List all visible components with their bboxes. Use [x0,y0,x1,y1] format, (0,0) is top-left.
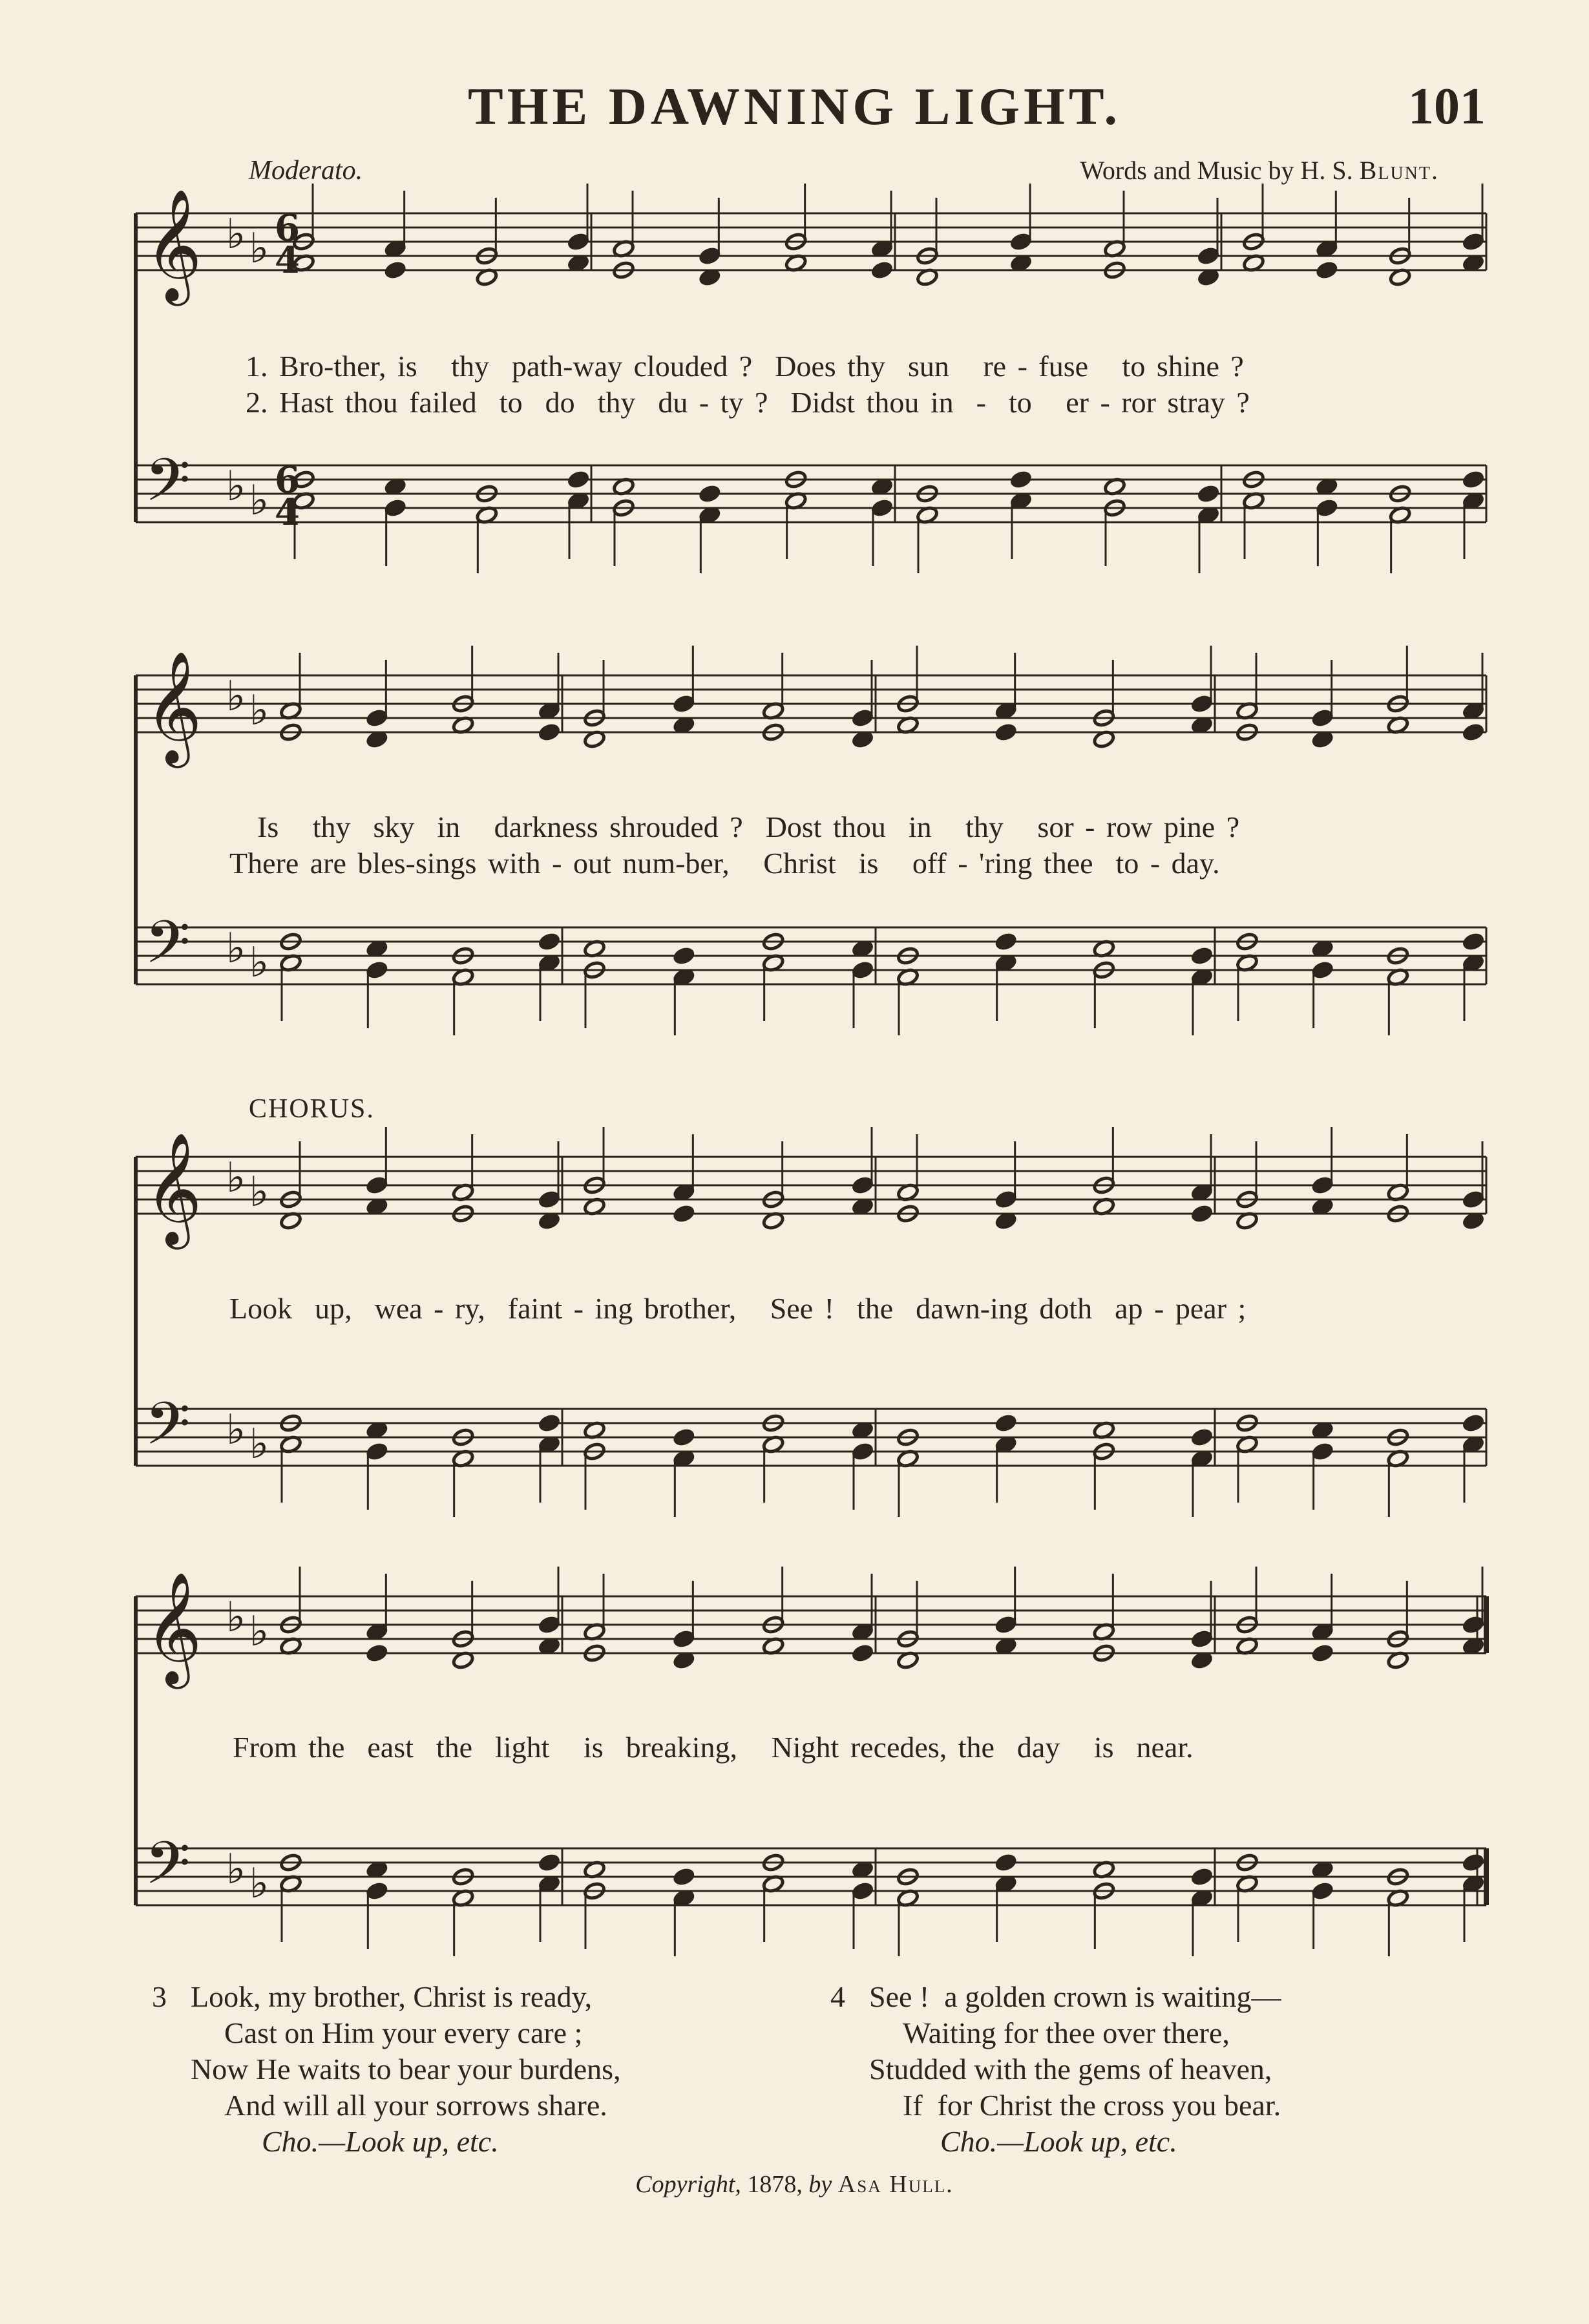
credit-prefix: Words and Music by H. S. [1080,156,1353,185]
credit-author: Blunt. [1359,156,1439,185]
verse-number: 4 [830,1980,845,2013]
treble-clef-icon: 𝄞 [145,1572,202,1684]
treble-clef-icon: 𝄞 [145,189,202,301]
bass-staff [136,1848,1486,1956]
bass-clef-icon: 𝄢 [145,908,191,991]
flat-icon: ♭ [249,477,269,525]
flat-icon: ♭ [226,925,246,973]
lyric-line-1-2: 2. Hast thou failed to do thy du - ty ? Didst thou in - to er - ror stray ? [246,386,1250,419]
flat-icon: ♭ [249,1860,269,1908]
lyric-line-2-1: Is thy sky in darkness shrouded ? Dost thou in thy sor - row pine ? [257,810,1240,843]
copyright-by: by [808,2171,832,2198]
flat-icon: ♭ [226,1594,246,1642]
flat-icon: ♭ [226,211,246,259]
verse-line: Look, my brother, Christ is ready, [191,1980,593,2013]
verse-line: See ! a golden crown is waiting— [869,1980,1281,2013]
verse-line: If for Christ the cross you bear. [903,2089,1281,2122]
flat-icon: ♭ [249,1168,269,1216]
flat-icon: ♭ [249,687,269,735]
verse-line: Now He waits to bear your burdens, [191,2053,621,2086]
flat-icon: ♭ [226,1406,246,1454]
copyright-prefix: Copyright, [635,2171,741,2198]
chorus-label: CHORUS. [249,1094,375,1124]
svg-text:4: 4 [275,239,300,282]
flat-icon: ♭ [249,1608,269,1656]
hymn-title: THE DAWNING LIGHT. [468,77,1121,136]
verse-number: 3 [152,1980,167,2013]
bass-clef-icon: 𝄢 [145,446,191,529]
verse-line: And will all your sorrows share. [224,2089,607,2122]
svg-text:6: 6 [275,207,300,249]
page-number: 101 [1408,78,1486,135]
verse-3 [152,1979,621,2160]
copyright-notice [0,2170,1589,2199]
flat-icon: ♭ [249,1421,269,1468]
lyric-line-1-1: 1. Bro-ther, is thy path-way clouded ? Does thy sun re - fuse to shine ? [246,350,1244,383]
verse-line: Studded with the gems of heaven, [869,2053,1272,2086]
verse-line: Cast on Him your every care ; [224,2016,583,2049]
verse-line: Cho.—Look up, etc. [940,2125,1177,2158]
tempo-marking: Moderato. [249,156,363,185]
svg-text:4: 4 [275,491,300,534]
flat-icon: ♭ [249,225,269,273]
flat-icon: ♭ [226,463,246,511]
flat-icon: ♭ [249,939,269,987]
treble-clef-icon: 𝄞 [145,1132,202,1245]
flat-icon: ♭ [226,673,246,721]
lyric-line-4-1: From the east the light is breaking, Night recedes, the day is near. [233,1731,1194,1764]
treble-clef-icon: 𝄞 [145,651,202,763]
svg-text:6: 6 [275,459,300,502]
bass-clef-icon: 𝄢 [145,1829,191,1912]
lyric-line-3-1: Look up, wea - ry, faint - ing brother, See ! the dawn-ing doth ap - pear ; [229,1292,1247,1325]
verse-line: Cho.—Look up, etc. [262,2125,499,2158]
flat-icon: ♭ [226,1846,246,1894]
copyright-holder: Asa Hull. [837,2171,954,2198]
copyright-year: 1878, [747,2171,803,2198]
flat-icon: ♭ [226,1154,246,1202]
lyric-line-2-2: There are bles-sings with - out num-ber, Christ is off - 'ring thee to - day. [229,847,1220,880]
bass-clef-icon: 𝄢 [145,1389,191,1472]
verse-line: Waiting for thee over there, [903,2016,1230,2049]
treble-staff [136,1567,1486,1670]
verse-4 [830,1979,1281,2160]
